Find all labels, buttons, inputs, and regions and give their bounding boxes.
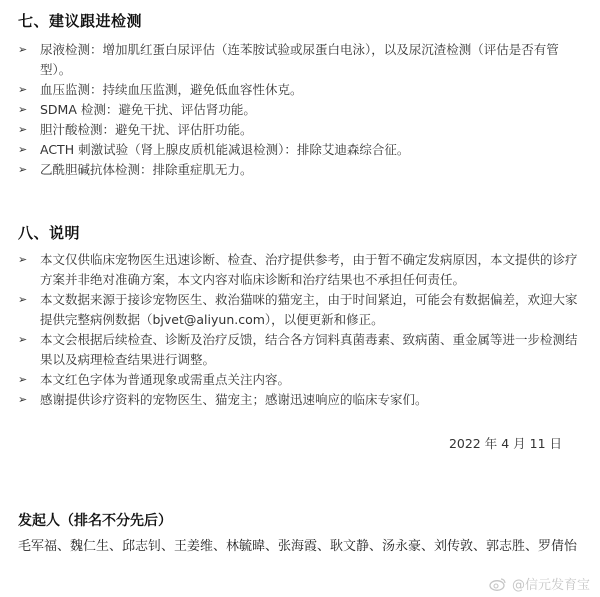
list-item <box>18 100 578 120</box>
watermark <box>489 574 590 593</box>
publication-date: 2022 年 4 月 11 日 <box>448 436 562 451</box>
list-item <box>18 330 578 370</box>
bullet-arrow-icon: ➢ <box>18 123 28 136</box>
bullet-arrow-icon: ➢ <box>18 393 28 406</box>
list-item-text: 本文仅供临床宠物医生迅速诊断、检查、治疗提供参考，由于暂不确定发病原因，本文提供的诊疗方案并非绝对准确方案，本文内容对临床诊断和治疗结果也不承担任何责任。 <box>40 252 578 287</box>
list-item-text: 尿液检测：增加肌红蛋白尿评估（连苯胺试验或尿蛋白电泳），以及尿沉渣检测（评估是否有管型）。 <box>40 42 559 77</box>
list-item-text: 血压监测：持续血压监测，避免低血容性休克。 <box>40 82 303 97</box>
section-8-heading: 八、说明 <box>18 224 81 242</box>
watermark-text: @信元发育宝 <box>511 578 590 593</box>
list-item-text: 本文数据来源于接诊宠物医生、救治猫咪的猫宠主，由于时间紧迫，可能会有数据偏差，欢迎大家提供完整病例数据（bjvet@aliyun.com），以便更新和修正。 <box>40 292 578 327</box>
bullet-arrow-icon: ➢ <box>18 83 28 96</box>
bullet-arrow-icon: ➢ <box>18 333 28 346</box>
list-item-text: 本文会根据后续检查、诊断及治疗反馈，结合各方饲料真菌毒素、致病菌、重金属等进一步检测结果以及病理检查结果进行调整。 <box>40 332 578 367</box>
bullet-arrow-icon: ➢ <box>18 43 28 56</box>
bullet-arrow-icon: ➢ <box>18 253 28 266</box>
bullet-arrow-icon: ➢ <box>18 293 28 306</box>
list-item <box>18 250 578 290</box>
section-7-list <box>18 40 578 180</box>
list-item <box>18 80 578 100</box>
bullet-arrow-icon: ➢ <box>18 143 28 156</box>
list-item-text: 胆汁酸检测：避免干扰、评估肝功能。 <box>40 122 253 137</box>
list-item-text: ACTH 刺激试验（肾上腺皮质机能减退检测）：排除艾迪森综合征。 <box>40 142 410 157</box>
section-7-heading: 七、建议跟进检测 <box>18 12 143 30</box>
section-8-list <box>18 250 578 410</box>
list-item-text: SDMA 检测：避免干扰、评估肾功能。 <box>40 102 256 117</box>
bullet-arrow-icon: ➢ <box>18 163 28 176</box>
list-item <box>18 370 578 390</box>
bullet-arrow-icon: ➢ <box>18 373 28 386</box>
list-item <box>18 290 578 330</box>
list-item-text: 本文红色字体为普通现象或需重点关注内容。 <box>40 372 291 387</box>
sponsor-heading: 发起人（排名不分先后） <box>18 513 172 529</box>
list-item <box>18 120 578 140</box>
list-item-text: 感谢提供诊疗资料的宠物医生、猫宠主；感谢迅速响应的临床专家们。 <box>40 392 428 407</box>
sponsor-names: 毛军福、魏仁生、邱志钊、王姜维、林毓暐、张海霞、耿文静、汤永豪、刘传敦、郭志胜、罗倩怡 <box>18 539 578 554</box>
list-item-text: 乙酰胆碱抗体检测：排除重症肌无力。 <box>40 162 253 177</box>
list-item <box>18 140 578 160</box>
list-item <box>18 390 578 410</box>
weibo-icon <box>489 577 507 591</box>
list-item <box>18 160 578 180</box>
list-item <box>18 40 578 80</box>
bullet-arrow-icon: ➢ <box>18 103 28 116</box>
